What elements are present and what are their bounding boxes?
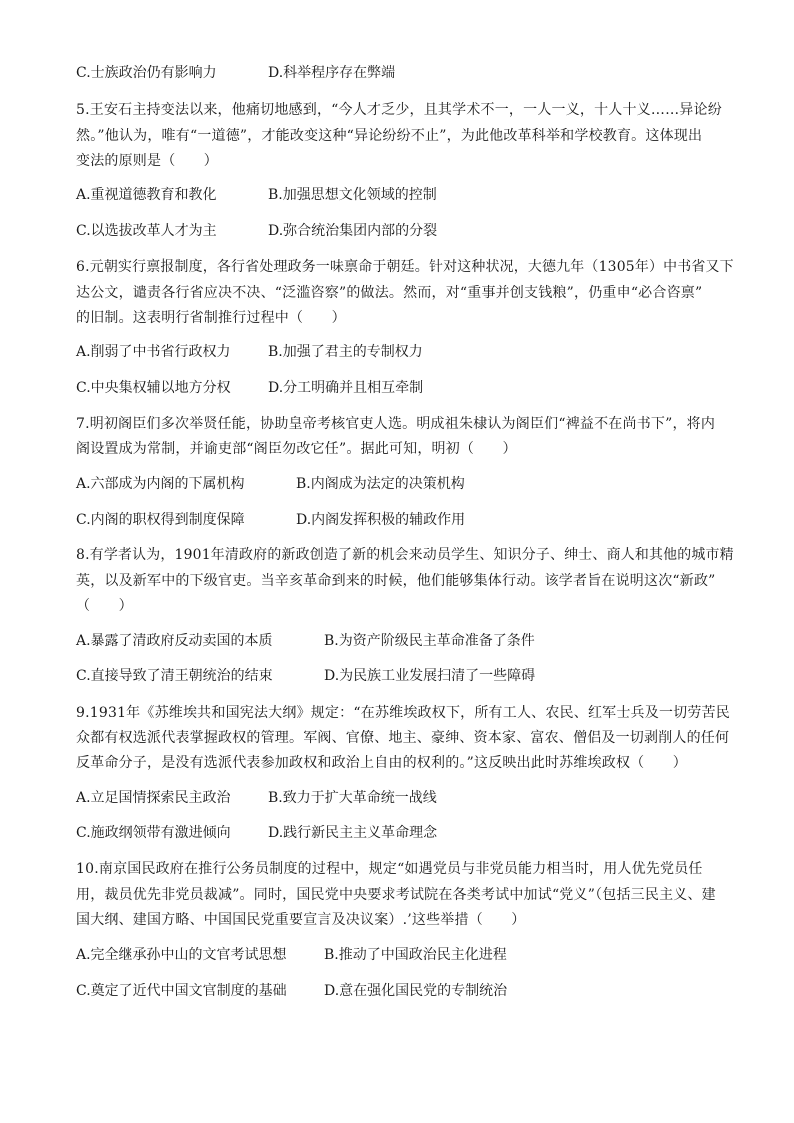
q6-option-c[interactable]: C.中央集权辅以地方分权	[76, 380, 231, 396]
q5-stem-line-2: 然。”他认为，唯有“一道德”，才能改变这种“异论纷纷不止”，为此他改革科举和学校教育。这体现出	[76, 128, 703, 144]
q7-stem-line-1: 7.明初阁臣们多次举贤任能，协助皇帝考核官吏人选。明成祖朱棣认为阁臣们“裨益不在尚书下”，将内	[76, 416, 716, 432]
q10-stem-line-2: 用，裁员优先非党员裁减”。同时，国民党中央要求考试院在各类考试中加试“党义”（包括三民主义、建	[76, 887, 716, 903]
q10-option-b[interactable]: B.推动了中国政治民主化进程	[324, 947, 507, 963]
q9-stem-line-3: 反革命分子，是没有选派代表参加政权和政治上自由的权利的。”这反映出此时苏维埃政权（ ）	[76, 755, 687, 771]
q9-stem-line-2: 众都有权选派代表掌握政权的管理。军阀、官僚、地主、豪绅、资本家、富农、僧侣及一切剥削人的任何	[76, 730, 730, 746]
q5-stem-line-1: 5.王安石主持变法以来，他痛切地感到，“今人才乏少，且其学术不一，一人一义，十人十义……异论纷	[76, 102, 722, 118]
q9-option-c[interactable]: C.施政纲领带有激进倾向	[76, 825, 231, 841]
q6-option-d[interactable]: D.分工明确并且相互牵制	[268, 380, 424, 396]
q9-option-d[interactable]: D.践行新民主主义革命理念	[268, 825, 438, 841]
q8-stem-line-1: 8.有学者认为，1901年清政府的新政创造了新的机会来动员学生、知识分子、绅士、商人和其他的城市精	[76, 547, 734, 563]
q8-option-b[interactable]: B.为资产阶级民主革命准备了条件	[324, 633, 535, 649]
q5-stem-line-3: 变法的原则是（ ）	[76, 153, 218, 169]
q8-option-a[interactable]: A.暴露了清政府反动卖国的本质	[76, 633, 273, 649]
q9-stem-line-1: 9.1931年《苏维埃共和国宪法大纲》规定：“在苏维埃政权下，所有工人、农民、红军士兵及一切劳苦民	[76, 705, 730, 721]
q8-stem-line-2: 英，以及新军中的下级官吏。当辛亥革命到来的时候，他们能够集体行动。该学者旨在说明这次“新政”	[76, 573, 716, 589]
q6-stem-line-1: 6.元朝实行禀报制度，各行省处理政务一味禀命于朝廷。针对这种状况，大德九年（1305年）中书省又下	[76, 259, 734, 275]
q7-option-b[interactable]: B.内阁成为法定的决策机构	[296, 476, 465, 492]
q6-stem-line-2: 达公文，谴责各行省应决不决、“泛滥咨察”的做法。然而，对“重事并创支钱粮”，仍重申“必合咨禀”	[76, 285, 703, 301]
q8-option-d[interactable]: D.为民族工业发展扫清了一些障碍	[324, 668, 536, 684]
q10-stem-line-3: 国大纲、建国方略、中国国民党重要宣言及决议案）.’这些举措（ ）	[76, 912, 526, 928]
q10-option-c[interactable]: C.奠定了近代中国文官制度的基础	[76, 983, 287, 999]
q9-option-b[interactable]: B.致力于扩大革命统一战线	[268, 790, 437, 806]
q5-option-a[interactable]: A.重视道德教育和教化	[76, 187, 217, 203]
q10-stem-line-1: 10.南京国民政府在推行公务员制度的过程中，规定“如遇党员与非党员能力相当时，用人优先党员任	[76, 861, 703, 877]
q6-option-b[interactable]: B.加强了君主的专制权力	[268, 344, 423, 360]
q4-option-c[interactable]: C.士族政治仍有影响力	[76, 65, 217, 81]
q7-stem-line-2: 阁设置成为常制，并谕吏部“阁臣勿改它任”。据此可知，明初（ ）	[76, 441, 517, 457]
q7-option-c[interactable]: C.内阁的职权得到制度保障	[76, 512, 245, 528]
q7-option-d[interactable]: D.内阁发挥积极的辅政作用	[296, 512, 466, 528]
q10-option-d[interactable]: D.意在强化国民党的专制统治	[324, 983, 508, 999]
q10-option-a[interactable]: A.完全继承孙中山的文官考试思想	[76, 947, 287, 963]
q8-option-c[interactable]: C.直接导致了清王朝统治的结束	[76, 668, 273, 684]
q9-option-a[interactable]: A.立足国情探索民主政治	[76, 790, 231, 806]
q4-option-d[interactable]: D.科举程序存在弊端	[268, 65, 396, 81]
q6-stem-line-3: 的旧制。这表明行省制推行过程中（ ）	[76, 310, 346, 326]
q7-option-a[interactable]: A.六部成为内阁的下属机构	[76, 476, 245, 492]
q5-option-d[interactable]: D.弥合统治集团内部的分裂	[268, 223, 438, 239]
q5-option-c[interactable]: C.以选拔改革人才为主	[76, 223, 217, 239]
q8-stem-line-3: （ ）	[76, 598, 133, 614]
q5-option-b[interactable]: B.加强思想文化领域的控制	[268, 187, 437, 203]
q6-option-a[interactable]: A.削弱了中书省行政权力	[76, 344, 231, 360]
